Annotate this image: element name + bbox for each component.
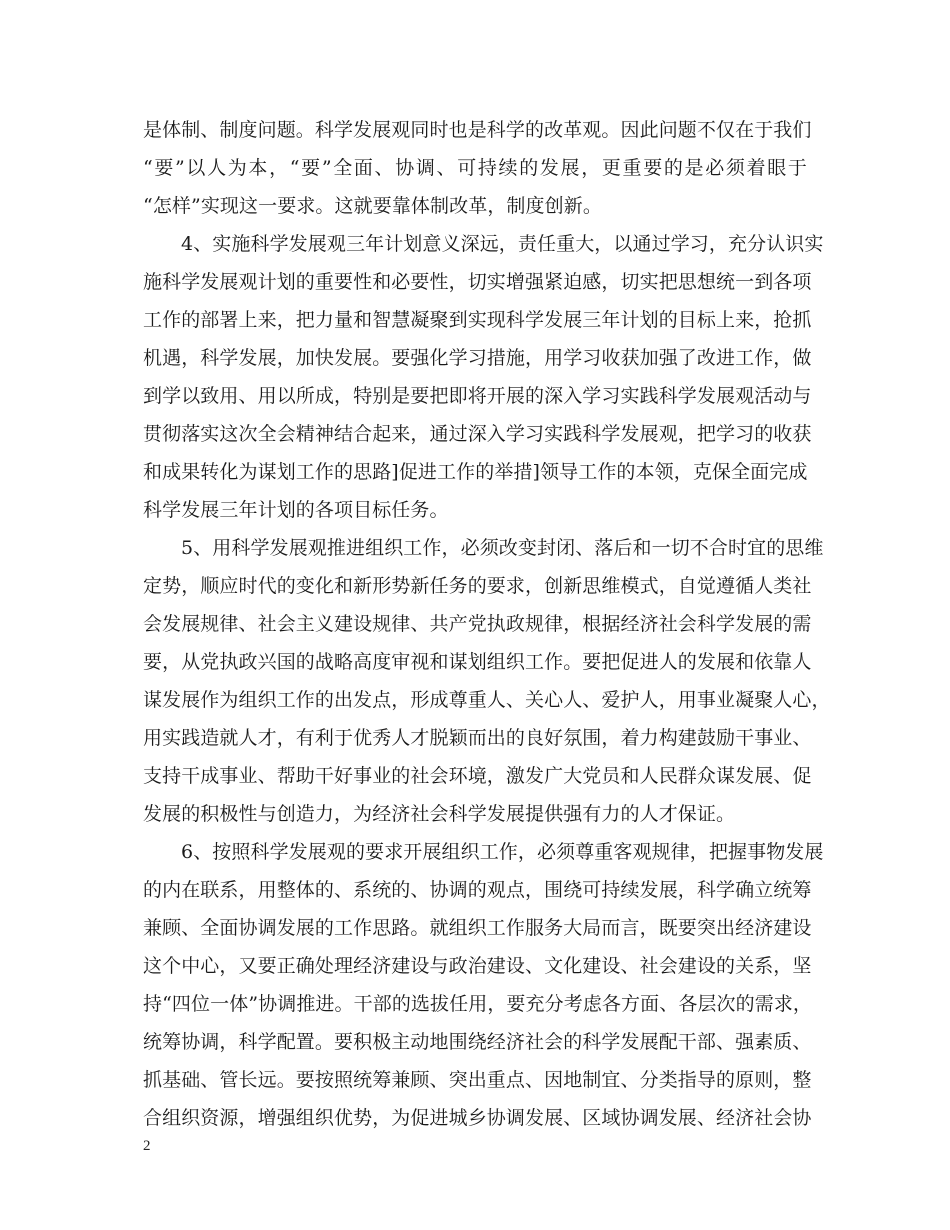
text-line: “要”以人为本，“要”全面、协调、可持续的发展，更重要的是必须着眼于	[143, 157, 807, 179]
text-line: 施科学发展观计划的重要性和必要性，切实增强紧迫感，切实把思想统一到各项	[143, 271, 812, 293]
text-line: 和成果转化为谋划工作的思路]促进工作的举措]领导工作的本领，克保全面完成	[143, 461, 808, 483]
text-line: 统筹协调，科学配置。要积极主动地围绕经济社会的科学发展配干部、强素质、	[143, 1031, 812, 1053]
text-line: 要，从党执政兴国的战略高度审视和谋划组织工作。要把促进人的发展和依靠人	[143, 651, 812, 673]
text-line: 这个中心，又要正确处理经济建设与政治建设、文化建设、社会建设的关系，坚	[143, 955, 812, 977]
text-line: 是体制、制度问题。科学发展观同时也是科学的改革观。因此问题不仅在于我们	[143, 119, 812, 141]
paragraph-first-line: 4、实施科学发展观三年计划意义深远，责任重大，以通过学习，充分认识实	[181, 233, 824, 255]
paragraph-first-line: 5、用科学发展观推进组织工作，必须改变封闭、落后和一切不合时宜的思维	[181, 537, 824, 559]
text-line: 贯彻落实这次全会精神结合起来，通过深入学习实践科学发展观，把学习的收获	[143, 423, 812, 445]
text-line: 定势，顺应时代的变化和新形势新任务的要求，创新思维模式，自觉遵循人类社	[143, 575, 812, 597]
text-line: “怎样”实现这一要求。这就要靠体制改革，制度创新。	[143, 195, 602, 217]
text-line: 科学发展三年计划的各项目标任务。	[143, 499, 449, 521]
page-number: 2	[143, 1138, 151, 1154]
document-body	[143, 111, 831, 1137]
text-line: 会发展规律、社会主义建设规律、共产党执政规律，根据经济社会科学发展的需	[143, 613, 812, 635]
text-line: 持“四位一体”协调推进。干部的选拔任用，要充分考虑各方面、各层次的需求，	[143, 993, 813, 1015]
text-line: 机遇，科学发展，加快发展。要强化学习措施，用学习收获加强了改进工作，做	[143, 347, 812, 369]
text-line: 兼顾、全面协调发展的工作思路。就组织工作服务大局而言，既要突出经济建设	[143, 917, 812, 939]
text-line: 到学以致用、用以所成，特别是要把即将开展的深入学习实践科学发展观活动与	[143, 385, 812, 407]
text-line: 工作的部署上来，把力量和智慧凝聚到实现科学发展三年计划的目标上来，抢抓	[143, 309, 812, 331]
text-line: 合组织资源，增强组织优势，为促进城乡协调发展、区域协调发展、经济社会协	[143, 1107, 812, 1129]
text-line: 的内在联系，用整体的、系统的、协调的观点，围绕可持续发展，科学确立统筹	[143, 879, 812, 901]
text-line: 谋发展作为组织工作的出发点，形成尊重人、关心人、爱护人，用事业凝聚人心，	[143, 689, 831, 711]
text-line: 支持干成事业、帮助干好事业的社会环境，激发广大党员和人民群众谋发展、促	[143, 765, 812, 787]
text-line: 发展的积极性与创造力，为经济社会科学发展提供强有力的人才保证。	[143, 803, 736, 825]
text-line: 抓基础、管长远。要按照统筹兼顾、突出重点、因地制宜、分类指导的原则，整	[143, 1069, 812, 1091]
paragraph-first-line: 6、按照科学发展观的要求开展组织工作，必须尊重客观规律，把握事物发展	[181, 841, 824, 863]
text-line: 用实践造就人才，有利于优秀人才脱颖而出的良好氛围，着力构建鼓励干事业、	[143, 727, 812, 749]
